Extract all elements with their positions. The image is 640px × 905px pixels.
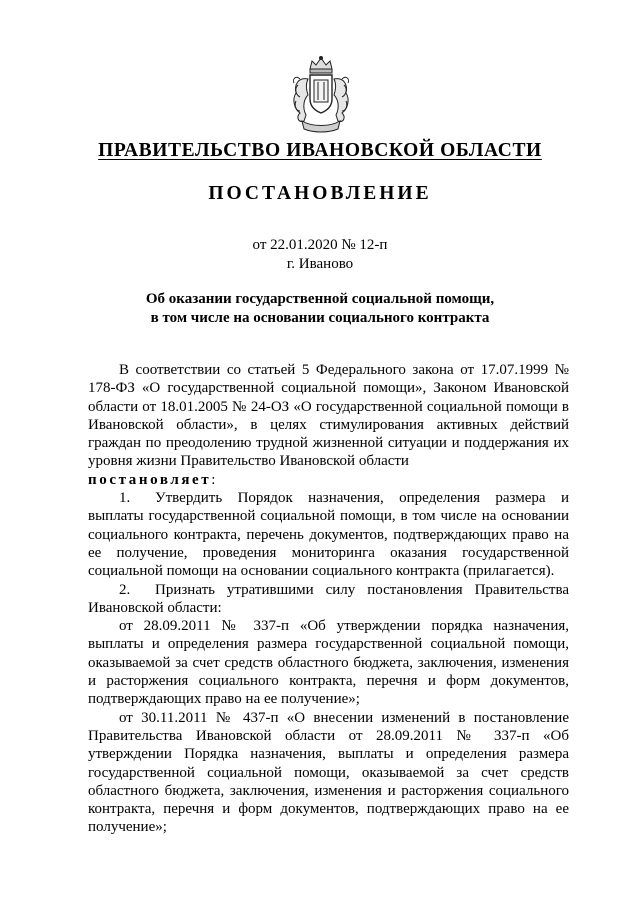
document-body [88, 361, 569, 837]
item-2-text: Признать утратившими силу постановления Правительства Ивановской области: [88, 581, 569, 616]
item-2-number: 2. [119, 581, 131, 598]
date-block [0, 236, 640, 274]
item-1-number: 1. [119, 490, 131, 507]
item-1-text: Утвердить Порядок назначения, определения размера и выплаты государственной социальной помощи, в том числе на основании социального контракта, перечень документов, подтверждающих право на ее получение, проведения мониторинга оказания государственной социальной помощи на основании социального контракта (прилагается). [88, 490, 569, 580]
item-1 [88, 489, 569, 580]
document-title [0, 290, 640, 328]
coat-of-arms-icon [288, 55, 354, 133]
preamble-paragraph [88, 361, 569, 471]
resolves-word: постановляет [88, 471, 212, 488]
item-2 [88, 581, 569, 618]
title-line-2: в том числе на основании социального контракта [150, 310, 490, 326]
date-number: от 22.01.2020 № 12-п [252, 237, 388, 253]
subitem-2-text: от 30.11.2011 № 437-п «О внесении изменений в постановление Правительства Ивановской области от 28.09.2011 № 337-п «Об утверждении Порядка назначения, выплаты и определения размера государственной социальной помощи, оказываемой за счет средств областного бюджета, заключения, изменения и расторжения социального контракта, перечня и форм документов, подтверждающих право на ее получение»; [88, 709, 569, 836]
document-type: ПОСТАНОВЛЕНИЕ [208, 183, 432, 204]
subitem-1-text: от 28.09.2011 № 337-п «Об утверждении порядка назначения, выплаты и определения размера государственной социальной помощи, оказываемой за счет средств областного бюджета, заключения, изменения и расторжения социального контракта, перечня и форм документов, подтверждающих право на ее получение»; [88, 618, 569, 708]
resolves-colon: : [211, 471, 216, 488]
resolves-line [88, 471, 569, 489]
organization-name: ПРАВИТЕЛЬСТВО ИВАНОВСКОЙ ОБЛАСТИ [98, 140, 542, 161]
subitem-2 [88, 709, 569, 837]
city: г. Иваново [286, 256, 354, 272]
preamble-text: В соответствии со статьей 5 Федерального закона от 17.07.1999 № 178-ФЗ «О государственной социальной помощи», Законом Ивановской области от 18.01.2005 № 24-ОЗ «О государственной социальной помощи в Ивановской области», в целях стимулирования активных действий граждан по преодолению трудной жизненной ситуации и поддержания их уровня жизни Правительство Ивановской области [88, 362, 569, 470]
title-line-1: Об оказании государственной социальной помощи, [145, 291, 495, 307]
subitem-1 [88, 617, 569, 708]
